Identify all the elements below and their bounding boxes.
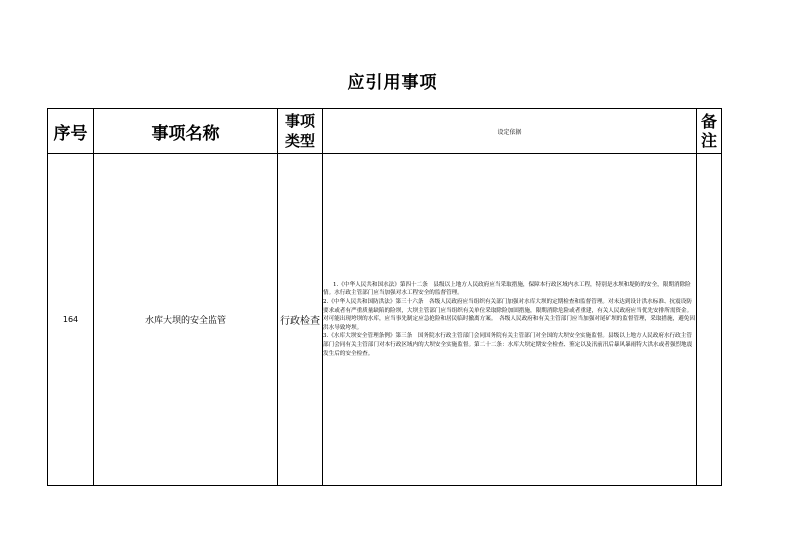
header-type xyxy=(278,109,323,154)
header-basis: 设定依据 xyxy=(323,109,697,154)
basis-item-3: 3.《水库大坝安全管理条例》第三条 国务院水行政主管部门会同国务院有关主管部门对全国的大坝安全实施监督。县级以上地方人民政府水行政主管部门会同有关主管部门对本行政区域内的大坝安全实施监督。第二十二条：水库大坝定期安全检查、鉴定以及汛前汛后暴风暴雨特大洪水或者强烈地震发生后的安全检查。 xyxy=(323,333,693,357)
page-title: 应引用事项 xyxy=(347,73,438,93)
cell-type: 行政检查 xyxy=(278,154,323,486)
cell-name: 水库大坝的安全监管 xyxy=(94,154,278,486)
cell-seq: 164 xyxy=(48,154,94,486)
header-type-text: 事项类型 xyxy=(284,112,315,150)
basis-item-2: 2.《中华人民共和国防洪法》第三十六条 各级人民政府应当组织有关部门加强对水库大坝的定期检查和监督管理。对未达到设计洪水标准、抗震设防要求或者有严重质量缺陷的险坝，大坝主管部门应当组织有关单位采取除险加固措施，限期消除危险或者重建，有关人民政府应当优先安排所需资金。对可能出现垮坝的水库，应当事先制定应急抢险和居民临时撤离方案。 各级人民政府和有关主管部门应当加强对尾矿坝的监督管理，采取措施，避免因洪水导致垮坝。 xyxy=(323,299,695,331)
cell-note xyxy=(697,154,722,486)
header-note xyxy=(697,109,722,154)
header-name: 事项名称 xyxy=(94,109,278,154)
header-row xyxy=(48,109,722,154)
basis-item-1: 1.《中华人民共和国水法》第四十二条 县级以上地方人民政府应当采取措施，保障本行政区域内水工程，特别是水坝和堤防的安全，限期消除险情。水行政主管部门应当加强对水工程安全的监督管理。 xyxy=(323,281,691,297)
cell-basis xyxy=(323,154,697,486)
table-row xyxy=(48,154,722,486)
header-note-text: 备注 xyxy=(700,112,717,150)
items-table xyxy=(47,108,722,486)
header-seq: 序号 xyxy=(48,109,94,154)
